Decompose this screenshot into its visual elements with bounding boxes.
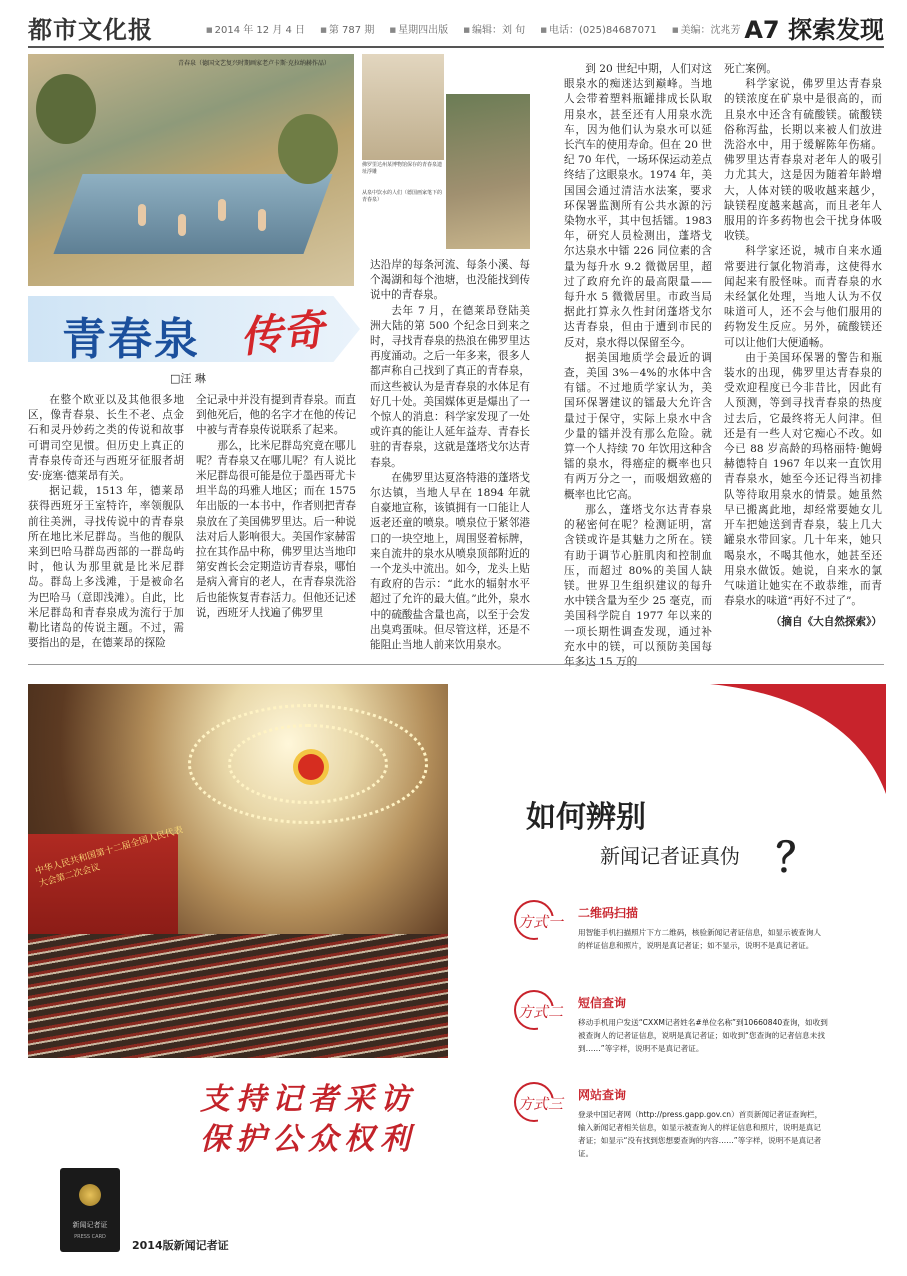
method-description: 用智能手机扫描照片下方二维码，核验新闻记者证信息，如显示被查询人的样证信息和照片，说明是真记者证；如不显示，说明不是真记者证。	[578, 928, 821, 950]
editor-name: ■ 编辑：刘 旬	[463, 25, 525, 36]
paragraph: 那么，比米尼群岛究竟在哪儿呢？青春泉又在哪儿呢？有人说比米尼群岛很可能是位于墨西哥尤卡坦半岛的玛雅人地区；而在 1575 年出版的一本书中，作者则把青春泉放在了美国佛罗里达。后一种说法对后人影响很大。美国作家赫雷拉在其作品中称，佛罗里达当地印第安酋长会定期造访青春泉，哪怕是病入膏肓的老人，在青春泉洗浴后也能恢复青春活力。但他还记述说，西班牙人找遍了佛罗里	[196, 439, 356, 619]
ad-slogan	[200, 1080, 416, 1160]
method-description: 移动手机用户发送“CXXM记者姓名#单位名称”到10660840查询，如收到被查询人的记者证信息，说明是真记者证；如收到“您查询的记者信息未找到……”等字样，说明不是真记者证。	[578, 1018, 828, 1053]
ad-subtitle: 新闻记者证真伪	[600, 844, 740, 868]
slogan-line-2: 保护公众权利	[200, 1122, 416, 1157]
article-column-1	[28, 393, 184, 658]
paragraph: 去年 7 月，在德莱昂登陆美洲大陆的第 500 个纪念日到来之时，寻找青春泉的热浪在佛罗里达再度涌动。之后一年多来，很多人都声称自己找到了真正的青春泉，而这些被认为是青春泉的水体足有好几十处。美国媒体更是爆出了一个惊人的消息：科学家发现了一处或许真的能让人延年益寿、青春长驻的青春泉，这就是蓬塔戈尔达青春泉。	[370, 304, 530, 469]
great-hall-photo	[28, 684, 448, 1058]
method-item	[510, 990, 828, 1070]
article-column-4	[564, 62, 712, 668]
relief-image	[362, 54, 444, 160]
press-card-subtitle: PRESS CARD	[74, 1234, 106, 1240]
slogan-line-1: 支持记者采访	[200, 1082, 416, 1117]
method-title: 二维码扫描	[578, 906, 639, 920]
method-item	[510, 1082, 823, 1172]
red-corner-decoration	[710, 684, 886, 794]
paragraph: 在整个欧亚以及其他很多地区，像青春泉、长生不老、点金石和灵丹妙药之类的传说和故事可谓司空见惯。但历史上真正的青春泉传奇还与西班牙征服者胡安·庞塞·德莱昂有关。	[28, 394, 184, 483]
drinking-caption: 从泉中饮水的人们（德国画家笔下的青春泉）	[362, 190, 443, 203]
article-title: 青春泉	[62, 314, 200, 365]
issue-edition: ■ 星期四出版	[390, 25, 449, 36]
method-badge	[510, 1082, 572, 1122]
relief-caption: 佛罗里达州某博物馆保存的青春泉遗址浮雕	[362, 162, 443, 175]
article-byline: □汪 琳	[170, 372, 206, 385]
newspaper-logo: 都市文化报	[28, 16, 153, 44]
paragraph: 死亡案例。	[724, 63, 777, 75]
press-card-label: 2014版新闻记者证	[132, 1239, 229, 1252]
phone-number: ■ 电话：(025)84687071	[540, 25, 656, 36]
paragraph: 到 20 世纪中期，人们对这眼泉水的痴迷达到巅峰。当地人会带着塑料瓶罐排成长队取用泉水，甚至还有人用泉水洗车，因为他们认为泉水可以延长汽车的使用寿命。但在 20 世纪 70 年代，一场环保运动差点终结了这眼泉水。1974 年，美国国会通过清洁水法案，要求环保署监测所有公共水源的污染物水平，其中包括镭。1983 年，研究人员检测出，蓬塔戈尔达泉水中镭 226 同位素的含量为每升水 9.2 微微居里，超过了政府允许的最高限量——每升水 5 微微居里。市政当局据此打算永久性封闭蓬塔戈尔达青春泉，但由于遭到市民的反对，泉水得以保留至今。	[564, 63, 712, 349]
paragraph: 据记载，1513 年，德莱昂获得西班牙王室特许，率领舰队前往美洲，寻找传说中的青春泉所在地比米尼群岛。当他的舰队来到巴哈马群岛西部的一群岛屿时，他认为那里就是比米尼群岛。群岛上多浅滩，于是被命名为巴哈马（意即浅滩）。自此，比米尼群岛和青春泉成为流行于加勒比诸岛的传说主题。不过，需要指出的是，在德莱昂的探险	[28, 485, 184, 650]
article-source: （摘自《大自然探索》）	[770, 616, 882, 629]
method-title: 短信查询	[578, 996, 627, 1010]
paragraph: 达沿岸的每条河流、每条小溪、每个渴湖和每个池塘，也没能找到传说中的青春泉。	[370, 259, 530, 302]
painting-tree	[36, 74, 96, 144]
fountain-of-youth-painting	[28, 54, 354, 286]
paragraph: 据美国地质学会最近的调查，美国 3%－4%的水体中含有镭。不过地质学家认为，美国环保署建议的镭最大允许含量过于保守，实际上泉水中含少量的镭并没有那么危险。就算一个人持续 70 年饮用这种含镭的泉水，得癌症的概率也只有两万分之一，而吸烟致癌的概率也比它高。	[564, 351, 712, 501]
masthead	[28, 8, 884, 48]
designer-name: ■ 美编：沈兆芳	[672, 25, 741, 36]
paragraph: 在佛罗里达夏洛特港的蓬塔戈尔达镇，当地人早在 1894 年就自豪地宣称，该镇拥有一口能让人返老还童的喷泉。喷泉位于紧邻港口的一块空地上，周围竖着标牌，来自流井的泉水从喷泉顶部附近的一个龙头中流出。如今，龙头上贴有政府的告示：“此水的辐射水平超过了允许的最大值。”此外，泉水中的硫酸盐含量也高，以至于会发出臭鸡蛋味。但尽管这样，还是不能阻止当地人前来饮用泉水。	[370, 471, 530, 652]
issue-number: ■ 第 787 期	[320, 25, 374, 36]
issue-meta	[206, 21, 753, 36]
section-title: A7 探索发现	[744, 16, 884, 44]
paragraph: 全记录中并没有提到青春泉。而直到他死后，他的名字才在他的传记中被与青春泉传说联系了起来。	[196, 394, 356, 437]
painting-tree	[278, 114, 338, 184]
painting-figure	[178, 214, 186, 236]
article-column-5	[724, 62, 882, 658]
badge-label: 方式一	[518, 913, 564, 931]
article-column-2	[196, 393, 356, 658]
method-badge	[510, 900, 572, 940]
method-item	[510, 900, 820, 980]
painting-figure	[218, 199, 226, 221]
hall-banner: 中华人民共和国第十二届全国人民代表大会第二次会议	[34, 825, 185, 890]
badge-label: 方式二	[518, 1003, 564, 1021]
drinking-scene-image	[446, 94, 530, 249]
press-card-image	[60, 1168, 120, 1252]
article-title-calligraphy: 传奇	[237, 304, 327, 363]
audience-seats	[28, 934, 448, 1058]
method-badge	[510, 990, 572, 1030]
article-column-3	[370, 258, 530, 658]
question-mark-icon: ？	[776, 835, 816, 881]
method-title: 网站查询	[578, 1088, 627, 1102]
national-emblem-icon	[79, 1184, 101, 1206]
painting-figure	[258, 209, 266, 231]
painting-pool	[53, 174, 332, 254]
press-card-title: 新闻记者证	[72, 1221, 108, 1229]
painting-caption: 青春泉（德国文艺复兴时期画家老卢卡斯·克拉纳赫作品）	[178, 60, 330, 67]
section-divider	[28, 664, 884, 665]
ad-title: 如何辨别	[526, 800, 646, 835]
method-description: 登录中国记者网（http://press.gapp.gov.cn）首页新闻记者证查询栏，输入新闻记者相关信息，如显示被查询人的样证信息和照片，说明是真记者证；如显示“没有找到您想要查询的内容……”等字样，说明不是真记者证。	[578, 1110, 823, 1158]
paragraph: 科学家还说，城市自来水通常要进行氯化物消毒，这使得水闻起来有股怪味。而青春泉的水未经氯化处理，当地人认为不仅味道可人，还不会与他们服用的药物发生反应。另外，硫酸镁还可以让他们大便通畅。	[724, 245, 882, 349]
paragraph: 由于美国环保署的警告和瓶装水的出现，佛罗里达青春泉的受欢迎程度已今非昔比，因此有人预测，等到寻找青春泉的热度过去后，它最终将无人问津。但还是有一些人对它痴心不改。如今已 88 岁高龄的玛格丽特·鲍姆赫德特自 1967 年以来一直饮用青春泉水，她至今还记得当初排队等待取用泉水的情景。她虽然早已搬离此地，却经常要她女儿开车把她送到青春泉，装上几大罐泉水带回家。几十年来，她只喝泉水，不喝其他水，她甚至还用泉水做饭。她说，自来水的氯气味道让她实在不敢恭维，而青春泉水的味道“再好不过了”。	[724, 351, 882, 608]
painting-figure	[138, 204, 146, 226]
red-star-icon	[298, 754, 324, 780]
issue-date: ■ 2014 年 12 月 4 日	[206, 25, 305, 36]
paragraph: 那么，蓬塔戈尔达青春泉的秘密何在呢？检测证明，富含镁或许是其魅力之所在。镁有助于调节心脏肌肉和控制血压，而超过 80%的美国人缺镁。世界卫生组织建议的每升水中镁含量为至少 25 毫克，而美国科学院自 1977 年以来的一项长期性调查发现，通过补充水中的镁，可以预防美国每年多达 15 万的	[564, 503, 712, 668]
badge-label: 方式三	[518, 1095, 564, 1113]
paragraph: 科学家说，佛罗里达青春泉的镁浓度在矿泉中是很高的，而且泉水中还含有硫酸镁。硫酸镁俗称泻盐，长期以来被人们放进洗浴水中，用于缓解陈年伤痛。佛罗里达青春泉对老年人的吸引力尤其大，这是因为随着年龄增大，人体对镁的吸收越来越少，缺镁程度越来越高，而且老年人服用的许多药物也会干扰身体吸收镁。	[724, 78, 882, 243]
